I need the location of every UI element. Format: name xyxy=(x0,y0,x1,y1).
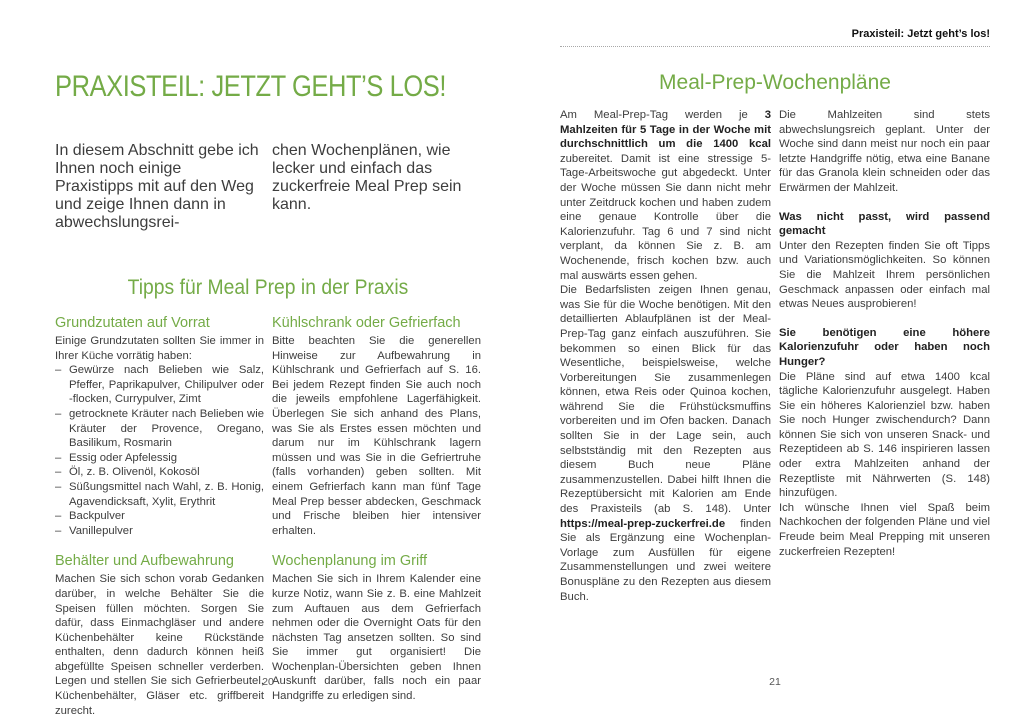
intro-section xyxy=(55,126,481,248)
section-title-tipps: Tipps für Meal Prep in der Praxis xyxy=(127,276,409,299)
dash-marker: – xyxy=(55,510,62,523)
dash-marker: – xyxy=(55,451,62,464)
page-title: PRAXISTEIL: JETZT GEHT’S LOS! xyxy=(55,70,447,103)
tipps-column-2 xyxy=(272,315,481,718)
heading-behaelter: Behälter und Aufbewahrung xyxy=(55,553,234,570)
wochenplanung-paragraph: Machen Sie sich in Ihrem Kalender eine kurze Notiz, wann Sie z. B. eine Mahlzeit zum Auftauen aus dem Gefrierfach nehmen oder die Overnight Oats für den nächsten Tag ansetzen sollten. So sind Sie immer gut organisiert! Die Wochenplan-Übersichten geben Ihnen Auskunft darüber, falls noch ein paar Handgriffe zu erledigen sind. xyxy=(272,573,481,703)
kuehlschrank-paragraph: Bitte beachten Sie die generellen Hinweise zur Aufbewahrung in Kühlschrank und Gefrierfach auf S. 16. Bei jedem Rezept finden Sie auch noch die jeweils empfohlene Lagerfähigkeit. Überlegen Sie sich anhand des Plans, was Sie als Erstes essen möchten und darum nur im Kühlschrank lagern müssen und was Sie in die Gefriertruhe (falls vorhanden) geben sollten. Mit einem Gefrierfach kann man fünf Tage Meal Prep besser abdecken, Geschmack und Frische bleiben hier intensiver erhalten. xyxy=(272,335,481,537)
dash-marker: – xyxy=(55,524,62,537)
list-item xyxy=(55,480,264,509)
list-item-text: Backpulver xyxy=(69,510,125,523)
text-segment: zubereitet. Damit ist eine stressige 5-Tage-Arbeitswoche gut abgedeckt. Unter der Woche müssen Sie dann nicht mehr unter Zeitdruck kochen und haben zudem eine genaue Kontrolle über die Kalorienzufuhr. Tag 6 und 7 sind nicht verplant, da können Sie z. B. am Wochenende, frisch kochen bzw. auch mal auswärts essen gehen. xyxy=(560,152,771,282)
list-item-text: getrocknete Kräuter nach Belieben wie Kräuter der Provence, Oregano, Basilikum, Rosmarin xyxy=(69,407,264,450)
list-item xyxy=(55,524,264,539)
heading-kalorienzufuhr: Sie benötigen eine höhere Kalorienzufuhr oder haben noch Hunger? xyxy=(779,326,990,368)
list-item xyxy=(55,363,264,407)
heading-kuehlschrank: Kühlschrank oder Gefrierfach xyxy=(272,315,461,331)
wochenplaene-columns xyxy=(560,108,990,604)
bold-text-segment: 3 Mahlzeiten für 5 Tage in der Woche mit durchschnittlich um die 1400 kcal xyxy=(560,109,771,151)
list-item-text: Gewürze nach Belieben wie Salz, Pfeffer, Paprikapulver, Chilipulver oder -flocken, Currypulver, Zimt xyxy=(69,364,264,406)
paragraph-schlusswort: Ich wünsche Ihnen viel Spaß beim Nachkochen der folgenden Pläne und viel Freude beim Meal Prepping mit unseren zuckerfreien Rezepten! xyxy=(779,501,990,558)
list-item xyxy=(55,509,264,524)
paragraph-variationen: Unter den Rezepten finden Sie oft Tipps und Variationsmöglichkeiten. So können Sie die Mahlzeit Ihrem persönlichen Geschmack anpassen oder einfach mal etwas Neues ausprobieren! xyxy=(779,239,990,311)
intro-column-1: In diesem Abschnitt gebe ich Ihnen noch einige Praxistipps mit auf den Weg und zeige Ihnen dann in abwechslungsrei- xyxy=(55,142,259,231)
page-number-left: 20 xyxy=(262,676,274,688)
heading-was-nicht-passt: Was nicht passt, wird passend gemacht xyxy=(779,210,990,238)
paragraph-mealprep-tag xyxy=(560,108,771,283)
paragraph-bedarfslisten xyxy=(560,283,771,604)
wochenplaene-column-1 xyxy=(560,108,771,604)
wochenplaene-column-2 xyxy=(779,108,990,604)
tipps-column-1 xyxy=(55,315,264,718)
dash-marker: – xyxy=(55,480,62,493)
list-item-text: Süßungsmittel nach Wahl, z. B. Honig, Agavendicksaft, Xylit, Erythrit xyxy=(69,480,264,508)
right-book-page xyxy=(560,28,990,604)
intro-column-2: chen Wochenplänen, wie lecker und einfach das zuckerfreie Meal Prep sein kann. xyxy=(272,142,462,213)
dash-marker: – xyxy=(55,466,62,479)
list-item xyxy=(55,465,264,480)
paragraph-plaene-kcal: Die Pläne sind auf etwa 1400 kcal tägliche Kalorienzufuhr ausgelegt. Haben Sie ein höheres Kalorienziel bzw. haben Sie noch Hunger zwischendurch? Dann können Sie sich von unseren Snack- und Rezeptideen ab S. 146 inspirieren lassen oder extra Mahlzeiten anhand der Rezeptliste mit Nährwerten (S. 148) hinzufügen. xyxy=(779,370,990,500)
page-number-right: 21 xyxy=(769,676,781,688)
list-item xyxy=(55,407,264,451)
dash-marker: – xyxy=(55,407,62,420)
url-text: https://meal-prep-zuckerfrei.de xyxy=(560,517,726,530)
text-segment: Die Bedarfslisten zeigen Ihnen genau, was Sie für die Woche benötigen. Mit den detaillierten Ablaufplänen ist der Meal-Prep-Tag ganz einfach auszuführen. Sie bekommen so einen Blick für das Wesentliche, beispielsweise, welche Vorbereitungen Sie zusammenlegen können, etwa Reis oder Quinoa kochen, während Sie die Frühstücksmuffins vorbereiten und im Ofen backen. Danach sollten Sie in der Lage sein, auch selbstständig mit den Rezepten aus diesem Buch neue Pläne zusammenzustellen. Dabei hilft Ihnen die Rezeptübersicht mit Kalorien am Ende des Praxisteils (ab S. 148). Unter xyxy=(560,284,771,516)
text-segment: Am Meal-Prep-Tag werden je xyxy=(560,109,765,121)
grundzutaten-intro: Einige Grundzutaten sollten Sie immer in Ihrer Küche vorrätig haben: xyxy=(55,335,264,362)
list-item-text: Essig oder Apfelessig xyxy=(69,451,178,464)
heading-grundzutaten: Grundzutaten auf Vorrat xyxy=(55,315,210,331)
dash-marker: – xyxy=(55,364,62,377)
heading-wochenplanung: Wochenplanung im Griff xyxy=(272,553,428,570)
running-header: Praxisteil: Jetzt geht’s los! xyxy=(560,28,990,47)
list-item-text: Vanillepulver xyxy=(69,524,133,537)
paragraph-mahlzeiten: Die Mahlzeiten sind stets abwechslungsreich geplant. Unter der Woche sind dann meist nur noch ein paar letzte Handgriffe nötig, etwa eine Banane für das Granola klein schneiden oder das Erwärmen der Mahlzeit. xyxy=(779,109,990,194)
behaelter-paragraph: Machen Sie sich schon vorab Gedanken darüber, in welche Behälter Sie die Speisen füllen möchten. Sorgen Sie dafür, dass Einmachgläser und andere Küchenbehälter keine Rückstände enthalten, denn dadurch können heiß abgefüllte Speisen schneller verderben. Legen und stellen Sie sich Gefrierbeutel, Küchenbehälter, Gläser etc. griffbereit zurecht. xyxy=(55,573,264,717)
grundzutaten-list xyxy=(55,363,264,538)
section-title-wochenplaene: Meal-Prep-Wochenpläne xyxy=(659,71,891,94)
left-book-page xyxy=(55,70,481,718)
list-item xyxy=(55,451,264,466)
list-item-text: Öl, z. B. Olivenöl, Kokosöl xyxy=(69,466,200,479)
text-segment: finden Sie als Ergänzung eine Wochenplan-Vorlage zum Ausfüllen für eigene Zusammenstellungen und zwei weitere Bonuspläne zu den Rezepten aus diesem Buch. xyxy=(560,517,771,603)
tipps-columns xyxy=(55,315,481,718)
